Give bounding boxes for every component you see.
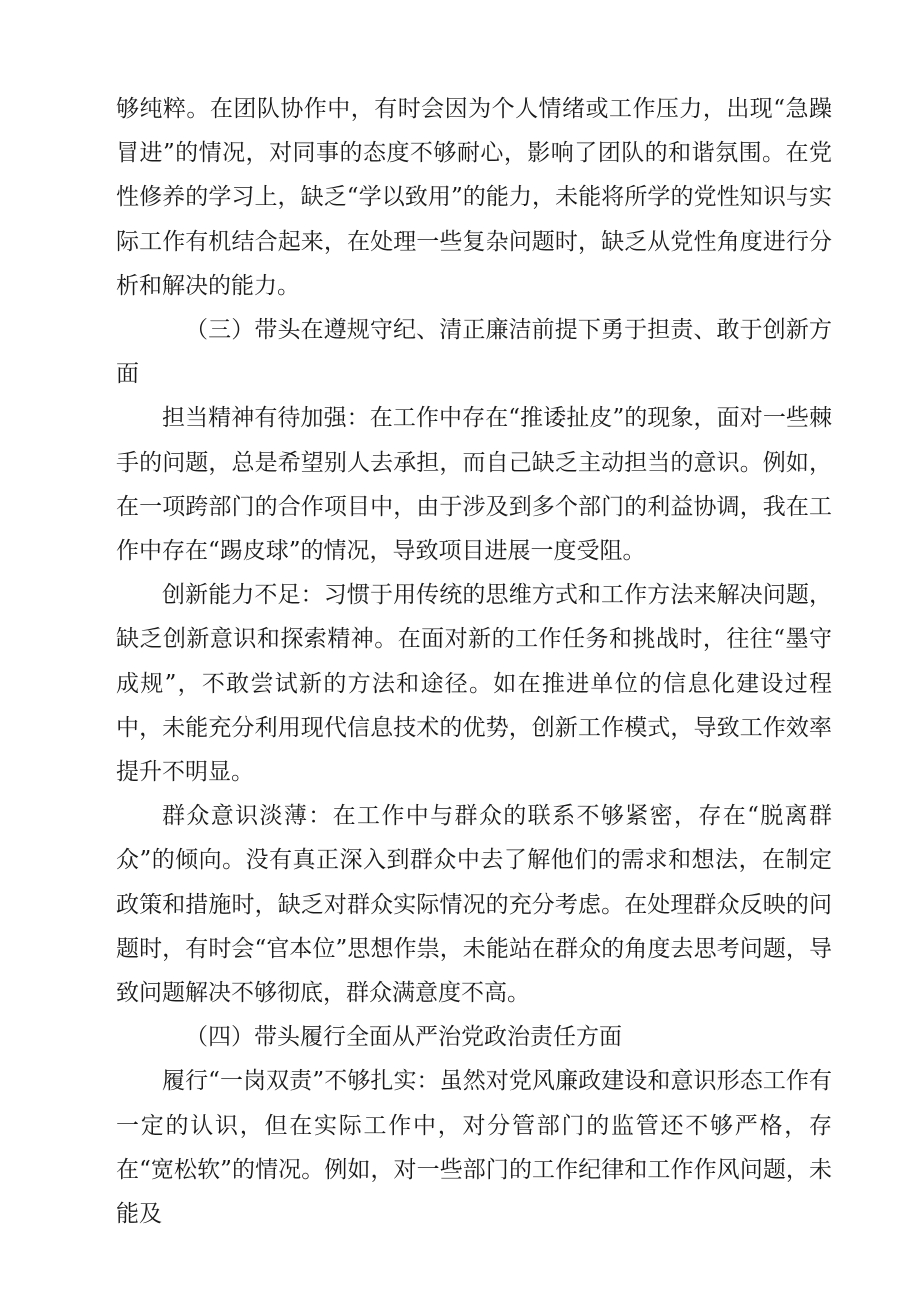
paragraph-responsibility: 担当精神有待加强：在工作中存在“推诿扯皮”的现象，面对一些棘手的问题，总是希望别人去承担，而自己缺乏主动担当的意识。例如，在一项跨部门的合作项目中，由于涉及到多个部门的利益协调，我在工作中存在“踢皮球”的情况，导致项目进展一度受阻。 — [116, 405, 832, 565]
paragraph-party-spirit-continued: 够纯粹。在团队协作中，有时会因为个人情绪或工作压力，出现“急躁冒进”的情况，对同事的态度不够耐心，影响了团队的和谐氛围。在党性修养的学习上，缺乏“学以致用”的能力，未能将所学的党性知识与实际工作有机结合起来，在处理一些复杂问题时，缺乏从党性角度进行分析和解决的能力。 — [116, 96, 832, 299]
paragraph-innovation: 创新能力不足：习惯于用传统的思维方式和工作方法来解决问题，缺乏创新意识和探索精神。在面对新的工作任务和挑战时，往往“墨守成规”，不敢尝试新的方法和途径。如在推进单位的信息化建设过程中，未能充分利用现代信息技术的优势，创新工作模式，导致工作效率提升不明显。 — [116, 582, 832, 786]
section-heading-four: （四）带头履行全面从严治党政治责任方面 — [185, 1024, 622, 1051]
paragraph-dual-duty: 履行“一岗双责”不够扎实：虽然对党风廉政建设和意识形态工作有一定的认识，但在实际工作中，对分管部门的监管还不够严格，存在“宽松软”的情况。例如，对一些部门的工作纪律和工作作风问题，未能及 — [116, 1068, 832, 1228]
paragraph-mass-awareness: 群众意识淡薄：在工作中与群众的联系不够紧密，存在“脱离群众”的倾向。没有真正深入到群众中去了解他们的需求和想法，在制定政策和措施时，缺乏对群众实际情况的充分考虑。在处理群众反映的问题时，有时会“官本位”思想作祟，未能站在群众的角度去思考问题，导致问题解决不够彻底，群众满意度不高。 — [116, 803, 832, 1007]
section-heading-three: （三）带头在遵规守纪、清正廉洁前提下勇于担责、敢于创新方面 — [116, 317, 832, 388]
